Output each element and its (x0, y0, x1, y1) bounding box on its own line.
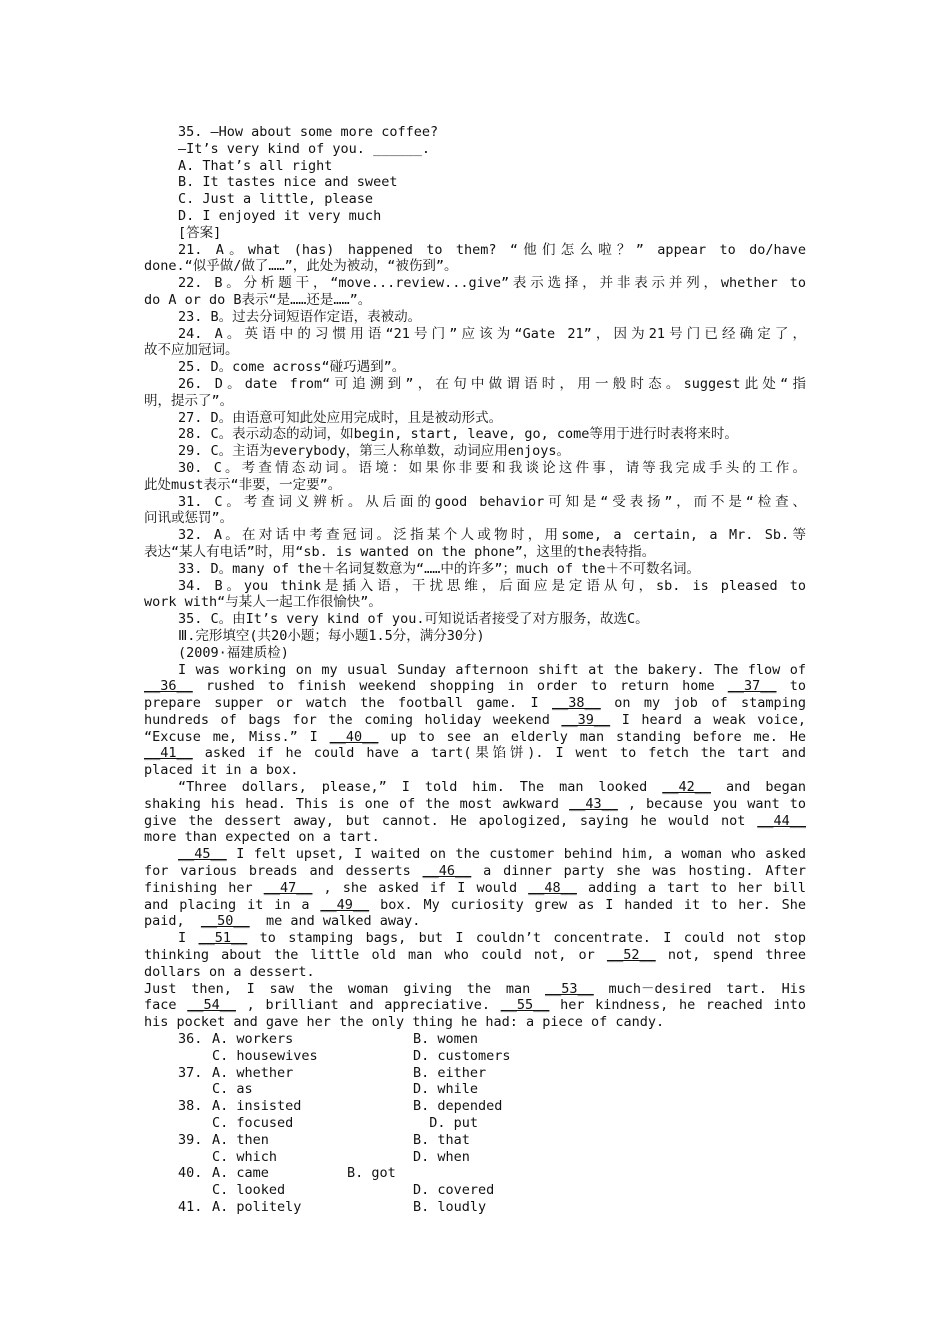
passage-line (144, 930, 806, 947)
answer-text: 26. D。date from“可追溯到”，在句中做谓语时，用一般时态。suggest此处“指 (178, 375, 806, 392)
passage-line (144, 695, 806, 712)
passage-text: I heard a weak voice, (621, 711, 806, 728)
answer-text: 23. B。过去分词短语作定语，表被动。 (178, 308, 422, 325)
passage-line (144, 880, 806, 897)
blank-number: __47__ (263, 879, 313, 896)
passage-text: his pocket and gave her the only thing he had: a piece of candy. (144, 1014, 665, 1031)
passage-text: and began (726, 779, 806, 796)
blank-number: __44__ (757, 812, 806, 829)
cloze-passage (144, 662, 806, 1032)
passage-text: , she asked if I would (323, 879, 529, 896)
blank-number: __54__ (187, 997, 236, 1014)
choice-row (144, 1165, 806, 1182)
blank-number: __41__ (144, 745, 193, 762)
answer-line (144, 242, 806, 259)
cloze-choices (144, 1031, 806, 1216)
passage-line (144, 947, 806, 964)
passage-text: adding a tart to her bill (588, 879, 806, 896)
choice-option: A. workers (212, 1031, 294, 1048)
answer-text: 30. C。考查情态动词。语境：如果你非要和我谈论这件事，请等我完成手头的工作。 (178, 459, 806, 476)
choice-option: C. housewives (212, 1047, 318, 1064)
passage-text: , because you want to (627, 795, 806, 812)
blank-number: __38__ (552, 695, 601, 712)
answer-text: 25. D。come across“碰巧遇到”。 (178, 359, 406, 376)
passage-text: I felt upset, I waited on the customer behind him, a woman who asked (236, 846, 806, 863)
choice-row (144, 1031, 806, 1048)
answer-line (144, 510, 806, 527)
question-35-option-c: C. Just a little, please (178, 191, 374, 208)
passage-line (144, 796, 806, 813)
passage-text: finishing her (144, 879, 264, 896)
question-35-reply: —It’s very kind of you. ______. (178, 140, 430, 157)
passage-text: to (789, 678, 806, 695)
choice-option: B. got (347, 1165, 396, 1182)
passage-text: face (144, 997, 188, 1014)
answer-line (144, 443, 806, 460)
answer-explanations (144, 242, 806, 628)
passage-text: to stamping bags, but I couldn’t concentrate. I could not stop (259, 930, 806, 947)
passage-text: asked if he could have a tart(果馅饼). I went to fetch the tart and (204, 745, 806, 762)
choice-row (144, 1132, 806, 1149)
choice-row (144, 1098, 806, 1115)
answer-line (144, 292, 806, 309)
choice-option: B. loudly (413, 1199, 487, 1215)
blank-number: __45__ (178, 846, 227, 863)
answer-text: 明，提示了”。 (144, 392, 234, 409)
choice-number: 36. (178, 1031, 203, 1048)
answer-text: 35. C。由It’s very kind of you.可知说话者接受了对方服务，故选C。 (178, 611, 649, 628)
passage-line (144, 678, 806, 695)
choice-option: D. while (413, 1081, 479, 1098)
passage-line (144, 1014, 806, 1031)
answer-text: 33. D。many of the＋名词复数意为“……中的许多”；much of the＋不可数名词。 (178, 560, 700, 577)
choice-option: D. when (413, 1148, 470, 1165)
passage-line (144, 662, 806, 679)
passage-line (144, 863, 806, 880)
passage-text: me and walked away. (257, 913, 421, 930)
choice-row (144, 1065, 806, 1082)
answer-line (144, 611, 806, 628)
choice-row (144, 1199, 806, 1216)
blank-number: __50__ (200, 913, 250, 930)
answer-line (144, 544, 806, 561)
blank-number: __51__ (198, 930, 248, 947)
question-35-stem: 35. —How about some more coffee? (178, 124, 439, 140)
passage-text: I (178, 930, 199, 947)
passage-line (144, 779, 806, 796)
blank-number: __49__ (320, 896, 370, 913)
question-35-option-d: D. I enjoyed it very much (178, 207, 382, 224)
passage-text: I was working on my usual Sunday afternoon shift at the bakery. The flow of (178, 661, 806, 678)
passage-line (144, 997, 806, 1014)
choice-option: B. depended (413, 1098, 503, 1115)
passage-text: placed it in a box. (144, 762, 299, 779)
passage-line (144, 712, 806, 729)
passage-text: hundreds of bags for the coming holiday weekend (144, 711, 562, 728)
passage-text: dollars on a dessert. (144, 963, 315, 980)
blank-number: __52__ (606, 947, 656, 964)
passage-text: “Three dollars, please,” I told him. The man looked (178, 779, 663, 796)
answer-text: 27. D。由语意可知此处应用完成时，且是被动形式。 (178, 409, 503, 426)
passage-line (144, 729, 806, 746)
answer-text: 32. A。在对话中考查冠词。泛指某个人或物时，用some, a certain, a Mr. Sb.等 (178, 527, 806, 544)
answer-text: work with“与某人一起工作很愉快”。 (144, 594, 382, 611)
choice-row (144, 1115, 806, 1132)
passage-text: paid, (144, 913, 193, 930)
passage-text: , brilliant and appreciative. (246, 997, 501, 1014)
choice-row (144, 1182, 806, 1199)
question-35-option-b: B. It tastes nice and sweet (178, 174, 398, 191)
choice-option: C. which (212, 1148, 278, 1165)
passage-line (144, 897, 806, 914)
answer-text: 34. B。you think是插入语，干扰思维，后面应是定语从句，sb. is pleased to (178, 577, 806, 594)
question-35-option-a: A. That’s all right (178, 157, 333, 174)
passage-text: thinking about the little old man who could not, or (144, 947, 607, 964)
choice-option: B. women (413, 1031, 479, 1048)
choice-option: C. as (212, 1081, 253, 1098)
passage-line (144, 762, 806, 779)
answer-text: 此处must表示“非要，一定要”。 (144, 476, 342, 493)
choice-option: B. that (413, 1131, 470, 1148)
passage-text: her kindness, he reached into (560, 997, 806, 1014)
choice-option: D. customers (413, 1047, 511, 1064)
answer-line (144, 477, 806, 494)
answer-text: do A or do B表示“是……还是……”。 (144, 291, 372, 308)
choice-number: 41. (178, 1199, 203, 1215)
choice-number (178, 1149, 212, 1166)
answer-line (144, 410, 806, 427)
choice-option: A. politely (212, 1199, 302, 1215)
answer-line (144, 460, 806, 477)
blank-number: __42__ (662, 779, 712, 796)
choice-option: A. then (212, 1131, 269, 1148)
answer-line (144, 426, 806, 443)
choice-option: A. insisted (212, 1098, 302, 1115)
section-title: Ⅲ.完形填空(共20小题；每小题1.5分，满分30分) (178, 627, 485, 644)
blank-number: __40__ (329, 728, 379, 745)
passage-text: rushed to finish weekend shopping in order to return home (205, 678, 728, 695)
answer-line (144, 359, 806, 376)
answer-line (144, 258, 806, 275)
choice-row (144, 1081, 806, 1098)
passage-text: up to see an elderly man standing before me. He (390, 728, 806, 745)
passage-line (144, 745, 806, 762)
passage-text: much－desired tart. His (608, 980, 806, 997)
choice-option: D. put (413, 1115, 479, 1132)
choice-row (144, 1149, 806, 1166)
choice-option: D. covered (413, 1182, 495, 1199)
answer-text: 表达“某人有电话”时，用“sb. is wanted on the phone”，这里的the表特指。 (144, 543, 656, 560)
passage-text: prepare supper or watch the football game. I (144, 695, 552, 712)
passage-text: shaking his head. This is one of the most awkward (144, 795, 570, 812)
passage-text: “Excuse me, Miss.” I (144, 728, 330, 745)
choice-option: A. whether (212, 1064, 294, 1081)
passage-text: Just then, I saw the woman giving the man (144, 980, 545, 997)
passage-line (144, 813, 806, 830)
answer-text: 故不应加冠词。 (144, 342, 239, 359)
choice-number: 40. (178, 1165, 203, 1182)
answer-line (144, 527, 806, 544)
answer-line (144, 309, 806, 326)
answer-line (144, 393, 806, 410)
blank-number: __43__ (569, 795, 618, 812)
passage-text: a dinner party she was hosting. After (483, 863, 806, 880)
choice-number (178, 1048, 212, 1065)
answer-text: 24. A。英语中的习惯用语“21号门”应该为“Gate 21”，因为21号门已经确定了， (178, 325, 806, 342)
passage-line (144, 846, 806, 863)
passage-line (144, 981, 806, 998)
answer-text: 21. A。what (has) happened to them? “他们怎么啦？” appear to do/have (178, 241, 806, 258)
answer-text: done.“似乎做/做了……”，此处为被动，“被伤到”。 (144, 258, 458, 275)
choice-row (144, 1048, 806, 1065)
answer-line (144, 275, 806, 292)
answer-line (144, 342, 806, 359)
answer-text: 22. B。分析题干，“move...review...give”表示选择，并非表示并列，whether to (178, 275, 806, 292)
answer-line (144, 376, 806, 393)
passage-text: give the dessert away, but cannot. He apologized, saying he would not (144, 812, 758, 829)
answer-text: 28. C。表示动态的动词，如begin, start, leave, go, come等用于进行时表将来时。 (178, 426, 738, 443)
choice-option: C. focused (212, 1115, 294, 1132)
answer-text: 29. C。主语为everybody，第三人称单数，动词应用enjoys。 (178, 443, 571, 460)
blank-number: __36__ (144, 678, 193, 695)
answer-line (144, 594, 806, 611)
choice-option: A. came (212, 1165, 269, 1182)
choice-number (178, 1081, 212, 1098)
blank-number: __55__ (500, 997, 550, 1014)
answer-line (144, 494, 806, 511)
choice-number (178, 1182, 212, 1199)
choice-number (178, 1115, 212, 1132)
passage-text: for various breads and desserts (144, 863, 423, 880)
choice-number: 38. (178, 1098, 203, 1115)
answers-header: [答案] (178, 224, 222, 241)
passage-source: (2009·福建质检) (178, 644, 289, 661)
answer-line (144, 578, 806, 595)
answer-line (144, 561, 806, 578)
answer-text: 31. C。考查词义辨析。从后面的good behavior可知是“受表扬”，而不是“检查、 (178, 493, 806, 510)
blank-number: __39__ (561, 711, 611, 728)
passage-line (144, 964, 806, 981)
passage-line (144, 913, 806, 930)
passage-text: and placing it in a (144, 896, 321, 913)
blank-number: __46__ (422, 863, 472, 880)
passage-line (144, 829, 806, 846)
choice-option: B. either (413, 1064, 487, 1081)
document-body (144, 124, 806, 1216)
passage-text: on my job of stamping (614, 695, 806, 712)
passage-text: more than expected on a tart. (144, 829, 380, 846)
answer-text: 问讯或惩罚”。 (144, 510, 234, 527)
answer-line (144, 326, 806, 343)
blank-number: __53__ (545, 980, 594, 997)
passage-text: not, spend three (667, 947, 806, 964)
passage-text: box. My curiosity grew as I handed it to her. She (380, 896, 806, 913)
blank-number: __37__ (727, 678, 777, 695)
choice-option: C. looked (212, 1182, 286, 1199)
blank-number: __48__ (528, 879, 577, 896)
choice-number: 37. (178, 1064, 203, 1081)
choice-number: 39. (178, 1131, 203, 1148)
